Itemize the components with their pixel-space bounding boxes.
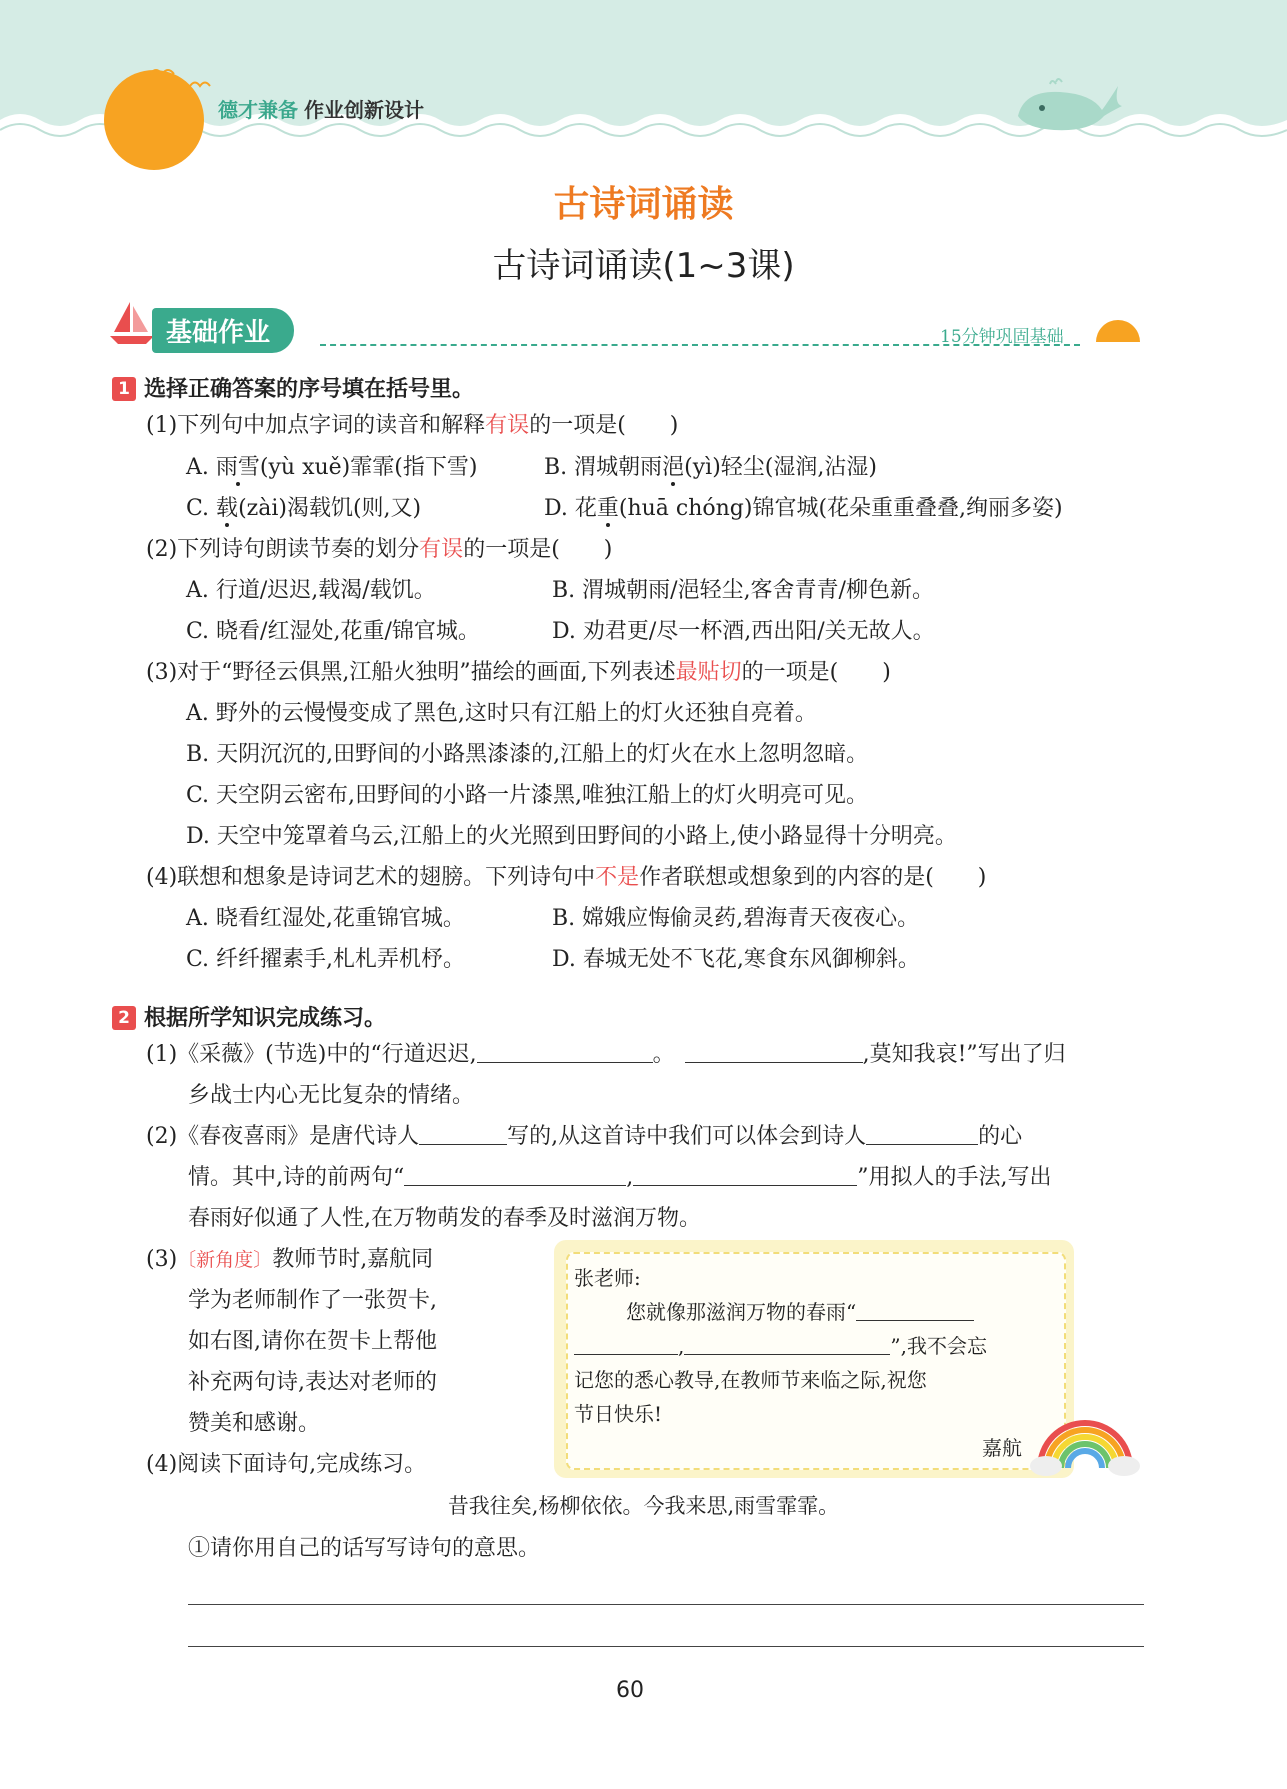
stem-text: 的一项是( ) xyxy=(529,413,679,438)
stem-emphasis: 有误 xyxy=(419,537,464,562)
option-text: B. 渭城朝雨 xyxy=(544,455,663,480)
q1-sub4-option-c[interactable]: C. 纤纤擢素手,札札弄机杼。 xyxy=(186,947,466,972)
card-text: 您就像那滋润万物的春雨“ xyxy=(626,1300,857,1324)
answer-blank[interactable] xyxy=(404,1167,626,1186)
q2-sub1-line1 xyxy=(146,1042,1066,1068)
stem-text: 情。其中,诗的前两句“ xyxy=(188,1165,405,1190)
q1-sub2-option-d[interactable]: D. 劝君更/尽一杯酒,西出阳/关无故人。 xyxy=(552,619,935,644)
page-number: 60 xyxy=(616,1678,644,1703)
stem-emphasis: 有误 xyxy=(485,413,530,438)
q2-heading-text: 根据所学知识完成练习。 xyxy=(144,1006,387,1031)
stem-text: (2)《春夜喜雨》是唐代诗人 xyxy=(146,1124,420,1149)
q2-sub2-line2 xyxy=(188,1165,1052,1191)
card-line2 xyxy=(574,1330,987,1359)
answer-line[interactable] xyxy=(188,1604,1144,1605)
sun-icon xyxy=(1096,320,1140,342)
q1-sub3-option-b[interactable]: B. 天阴沉沉的,田野间的小路黑漆漆的,江船上的灯火在水上忽明忽暗。 xyxy=(186,742,869,767)
option-text: (huā chóng)锦官城(花朵重重叠叠,绚丽多姿) xyxy=(618,496,1063,521)
stem-text: 。 xyxy=(652,1042,675,1067)
q1-sub2-option-b[interactable]: B. 渭城朝雨/浥轻尘,客舍青青/柳色新。 xyxy=(552,578,934,603)
dotted-word: 浥 xyxy=(662,455,685,480)
stem-text: , xyxy=(626,1165,634,1190)
q1-sub2-option-a[interactable]: A. 行道/迟迟,载渴/载饥。 xyxy=(186,578,436,603)
poem-lines: 昔我往矣,杨柳依依。今我来思,雨雪霏霏。 xyxy=(447,1494,840,1518)
q2-sub3-line2: 学为老师制作了一张贺卡, xyxy=(188,1288,437,1313)
q1-sub4-option-a[interactable]: A. 晓看红湿处,花重锦官城。 xyxy=(186,906,465,931)
card-line3: 记您的悉心教导,在教师节来临之际,祝您 xyxy=(574,1368,927,1392)
answer-blank[interactable] xyxy=(856,1302,974,1321)
rainbow-icon xyxy=(1030,1408,1140,1478)
q1-sub4-stem xyxy=(146,865,986,891)
option-text: A. xyxy=(186,455,216,480)
q1-sub4-option-b[interactable]: B. 嫦娥应悔偷灵药,碧海青天夜夜心。 xyxy=(552,906,920,931)
card-text: , xyxy=(678,1334,685,1358)
q1-sub1-option-b[interactable] xyxy=(544,455,877,481)
q2-sub2-line3: 春雨好似通了人性,在万物萌发的春季及时滋润万物。 xyxy=(188,1206,701,1231)
q2-sub2-line1 xyxy=(146,1124,1022,1150)
brand-part1: 德才兼备 xyxy=(218,98,298,122)
birds-icon xyxy=(140,58,220,98)
answer-blank[interactable] xyxy=(633,1167,857,1186)
stem-text: 的一项是( ) xyxy=(463,537,613,562)
stem-text: (1)《采薇》(节选)中的“行道迟迟, xyxy=(146,1042,477,1067)
stem-text: (2)下列诗句朗读节奏的划分 xyxy=(146,537,420,562)
q1-sub1-option-c[interactable] xyxy=(186,496,421,522)
unit-title: 古诗词诵读 xyxy=(553,184,734,225)
q1-sub1-option-d[interactable] xyxy=(544,496,1063,522)
stem-text: 的心 xyxy=(978,1124,1023,1149)
answer-blank[interactable] xyxy=(866,1126,978,1145)
card-signature: 嘉航 xyxy=(982,1436,1022,1460)
dotted-word: 重 xyxy=(596,496,619,521)
q2-heading xyxy=(112,1001,386,1032)
q2-number: 2 xyxy=(112,1006,136,1030)
card-line1 xyxy=(626,1296,974,1325)
brand-title xyxy=(218,94,424,123)
option-text: C. xyxy=(186,496,217,521)
dotted-word: 雨雪 xyxy=(215,455,260,480)
dotted-word: 载 xyxy=(216,496,239,521)
answer-blank[interactable] xyxy=(684,1336,890,1355)
q1-sub1-option-a[interactable] xyxy=(186,455,477,481)
q1-sub3-option-a[interactable]: A. 野外的云慢慢变成了黑色,这时只有江船上的灯火还独自亮着。 xyxy=(186,701,817,726)
card-line4: 节日快乐! xyxy=(574,1402,663,1426)
option-text: D. 花 xyxy=(544,496,597,521)
stem-emphasis: 不是 xyxy=(595,865,640,890)
q2-sub4-task: ①请你用自己的话写写诗句的意思。 xyxy=(188,1536,541,1561)
q2-sub3-line3: 如右图,请你在贺卡上帮他 xyxy=(188,1329,437,1354)
stem-text: 教师节时,嘉航同 xyxy=(272,1247,434,1272)
q2-sub3-line5: 赞美和感谢。 xyxy=(188,1411,321,1436)
card-greeting: 张老师: xyxy=(574,1266,641,1290)
stem-text: 的一项是( ) xyxy=(741,660,891,685)
q2-sub3-line1 xyxy=(146,1247,433,1273)
new-angle-tag: 〔新角度〕 xyxy=(177,1249,273,1271)
q1-heading-text: 选择正确答案的序号填在括号里。 xyxy=(144,377,475,402)
q1-sub3-stem xyxy=(146,660,891,686)
q1-sub2-stem xyxy=(146,537,612,563)
stem-text: ,莫知我哀!”写出了归 xyxy=(862,1042,1066,1067)
answer-line[interactable] xyxy=(188,1646,1144,1647)
stem-text: ”用拟人的手法,写出 xyxy=(857,1165,1052,1190)
stem-emphasis: 最贴切 xyxy=(675,660,742,685)
lesson-title: 古诗词诵读(1~3课) xyxy=(492,246,795,286)
whale-icon xyxy=(1010,76,1130,136)
q2-sub3-line4: 补充两句诗,表达对老师的 xyxy=(188,1370,437,1395)
stem-text: (3)对于“野径云俱黑,江船火独明”描绘的画面,下列表述 xyxy=(146,660,676,685)
stem-text: 作者联想或想象到的内容的是( ) xyxy=(639,865,987,890)
q2-sub1-line2: 乡战士内心无比复杂的情绪。 xyxy=(188,1083,475,1108)
q1-sub2-option-c[interactable]: C. 晓看/红湿处,花重/锦官城。 xyxy=(186,619,480,644)
answer-blank[interactable] xyxy=(477,1044,653,1063)
q1-sub4-option-d[interactable]: D. 春城无处不飞花,寒食东风御柳斜。 xyxy=(552,947,920,972)
stem-text: (4)联想和想象是诗词艺术的翅膀。下列诗句中 xyxy=(146,865,596,890)
q1-number: 1 xyxy=(112,377,136,401)
stem-text: (1)下列句中加点字词的读音和解释 xyxy=(146,413,486,438)
answer-blank[interactable] xyxy=(574,1336,678,1355)
stem-text: (3) xyxy=(146,1247,178,1272)
section-label: 基础作业 xyxy=(152,308,294,353)
option-text: (yù xuě)霏霏(指下雪) xyxy=(259,455,478,480)
q1-sub3-option-c[interactable]: C. 天空阴云密布,田野间的小路一片漆黑,唯独江船上的灯火明亮可见。 xyxy=(186,783,869,808)
option-text: (yì)轻尘(湿润,沾湿) xyxy=(684,455,877,480)
q1-heading xyxy=(112,372,474,403)
q1-sub1-stem xyxy=(146,413,678,439)
brand-part2: 作业创新设计 xyxy=(304,98,424,122)
sailboat-icon xyxy=(108,298,156,348)
q2-sub4-stem: (4)阅读下面诗句,完成练习。 xyxy=(146,1452,427,1477)
q1-sub3-option-d[interactable]: D. 天空中笼罩着乌云,江船上的火光照到田野间的小路上,使小路显得十分明亮。 xyxy=(186,824,957,849)
option-text: (zài)渴载饥(则,又) xyxy=(238,496,422,521)
stem-text: 写的,从这首诗中我们可以体会到诗人 xyxy=(507,1124,867,1149)
answer-blank[interactable] xyxy=(419,1126,507,1145)
answer-blank[interactable] xyxy=(685,1044,863,1063)
card-text: ”,我不会忘 xyxy=(890,1334,987,1358)
section-time-hint: 15分钟巩固基础 xyxy=(940,327,1064,347)
